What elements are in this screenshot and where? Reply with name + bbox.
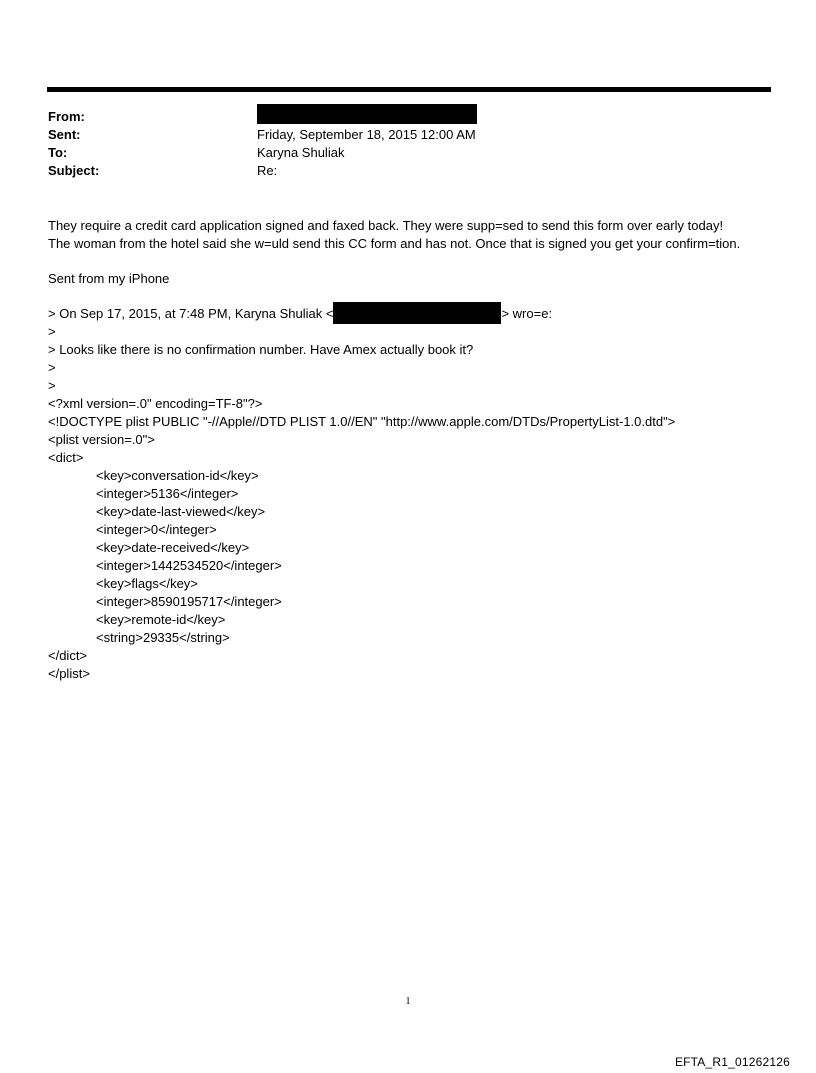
xml-entry: <key>date-last-viewed</key>	[96, 504, 266, 519]
xml-entry: <integer>8590195717</integer>	[96, 594, 282, 609]
signature: Sent from my iPhone	[48, 271, 170, 286]
xml-entry: <key>remote-id</key>	[96, 612, 226, 627]
quote-blank-line: >	[48, 360, 56, 375]
document-id: EFTA_R1_01262126	[674, 1055, 790, 1069]
xml-entry: <integer>5136</integer>	[96, 486, 239, 501]
xml-entry: <integer>1442534520</integer>	[96, 558, 282, 573]
xml-doctype: <!DOCTYPE plist PUBLIC "-//Apple//DTD PLIST 1.0//EN" "http://www.apple.com/DTDs/PropertyList-1.0.dtd">	[48, 414, 676, 429]
sent-value: Friday, September 18, 2015 12:00 AM	[257, 127, 476, 142]
email-header	[48, 108, 768, 180]
to-value: Karyna Shuliak	[257, 145, 345, 160]
quote-prefix: > On Sep 17, 2015, at 7:48 PM, Karyna Shuliak <	[48, 306, 334, 321]
to-row	[48, 144, 768, 162]
subject-label: Subject:	[48, 163, 100, 178]
from-label: From:	[48, 109, 85, 124]
subject-row	[48, 162, 768, 180]
xml-entry: <key>date-received</key>	[96, 540, 250, 555]
quote-text: > Looks like there is no confirmation number. Have Amex actually book it?	[48, 342, 474, 357]
subject-value: Re:	[257, 163, 278, 178]
xml-declaration: <?xml version=.0" encoding=TF-8"?>	[48, 396, 263, 411]
quote-suffix: > wro=e:	[501, 306, 553, 321]
sent-row	[48, 126, 768, 144]
body-line-1: They require a credit card application signed and faxed back. They were supp=sed to send this form over early today!	[48, 218, 724, 233]
sent-label: Sent:	[48, 127, 81, 142]
page-number: 1	[405, 996, 411, 1007]
xml-dict-close: </dict>	[48, 648, 88, 663]
xml-dict-open: <dict>	[48, 450, 84, 465]
xml-entry: <integer>0</integer>	[96, 522, 217, 537]
xml-plist-open: <plist version=.0">	[48, 432, 155, 447]
xml-entry: <string>29335</string>	[96, 630, 230, 645]
quote-attribution	[48, 305, 788, 323]
to-label: To:	[48, 145, 68, 160]
quote-blank-line: >	[48, 378, 56, 393]
from-row	[48, 108, 768, 126]
quote-blank-line: >	[48, 324, 56, 339]
xml-entry: <key>flags</key>	[96, 576, 198, 591]
header-rule	[47, 87, 771, 92]
body-line-2: The woman from the hotel said she w=uld send this CC form and has not. Once that is signed you get your confirm=tion.	[48, 236, 741, 251]
xml-plist-close: </plist>	[48, 666, 90, 681]
email-body	[48, 217, 788, 683]
from-value	[257, 108, 768, 126]
xml-entry: <key>conversation-id</key>	[96, 468, 259, 483]
redaction-box	[257, 104, 477, 124]
redaction-box	[333, 302, 501, 324]
